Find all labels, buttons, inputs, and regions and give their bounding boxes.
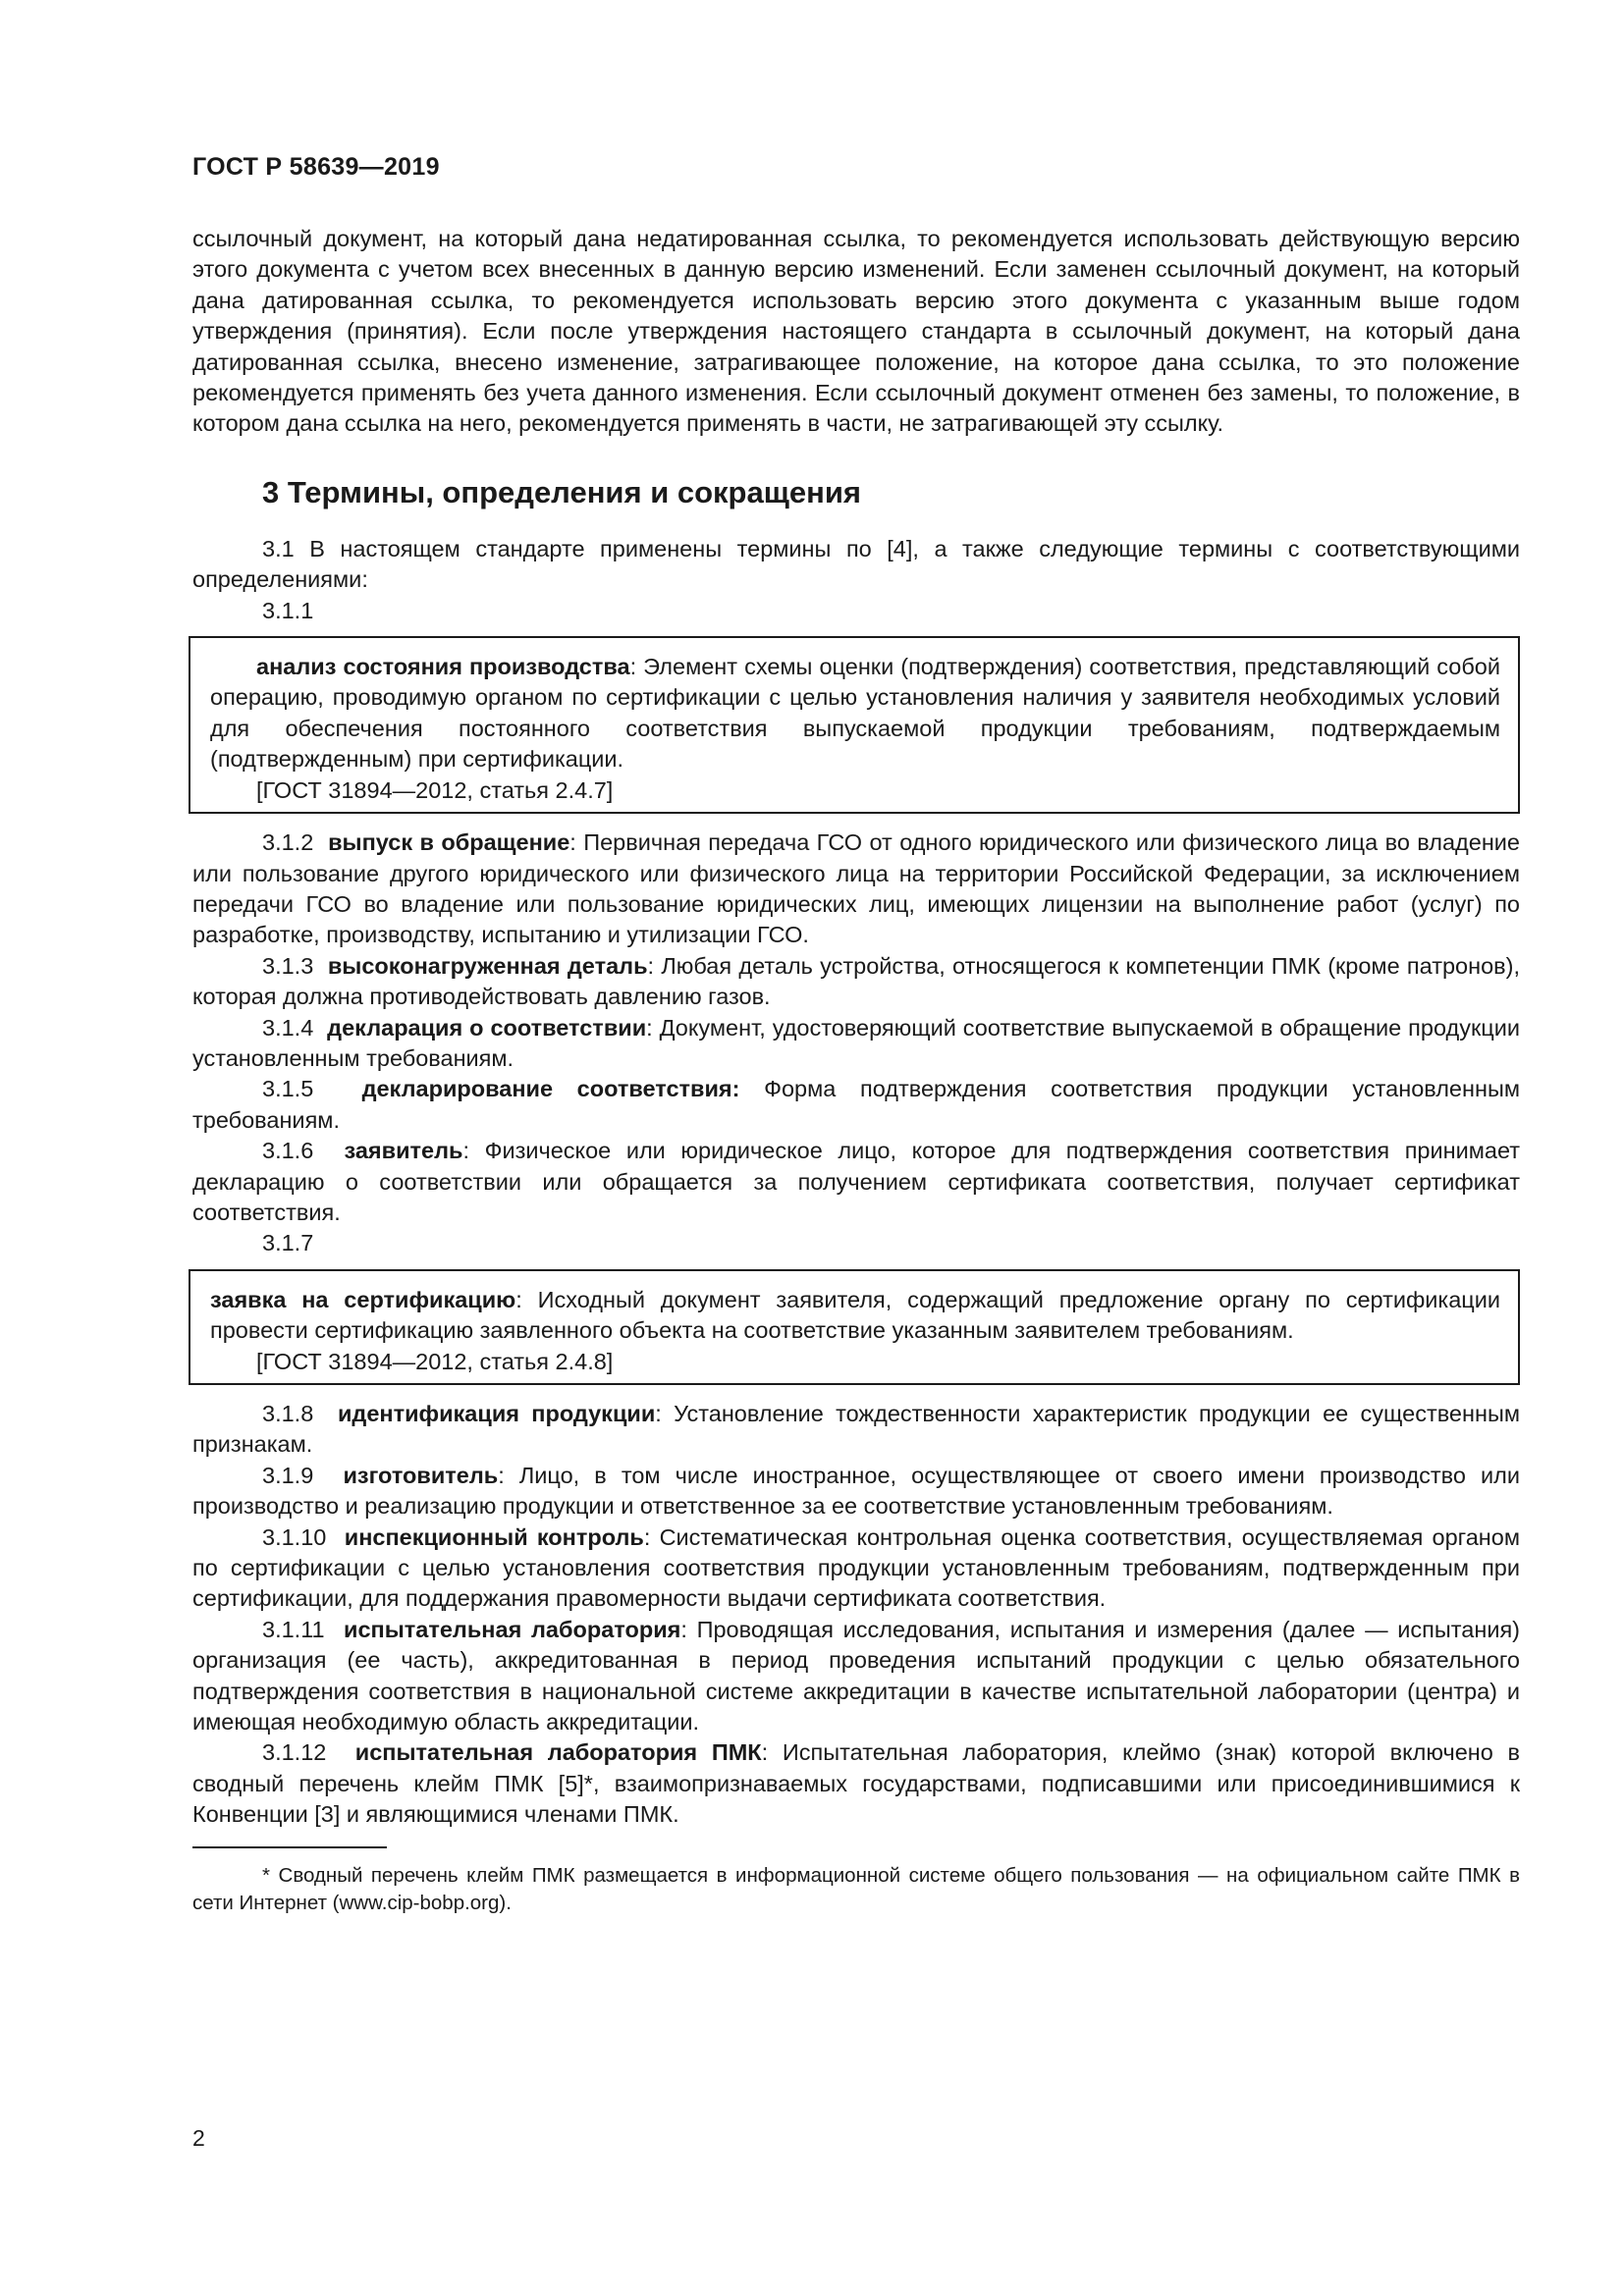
- term-entry-3-1-8: 3.1.8 идентификация продукции: Установление тождественности характеристик продукции ее существенным признакам.: [192, 1401, 1521, 1458]
- term-name: анализ состояния производства: [256, 654, 630, 680]
- term-name: высоконагруженная деталь: [327, 952, 648, 979]
- document-body: [192, 224, 1520, 1917]
- page-number: 2: [192, 2125, 205, 2151]
- term-entry-3-1-3: 3.1.3 высоконагруженная деталь: Любая деталь устройства, относящегося к компетенции ПМК (кроме патронов), которая должна противодействовать давлению газов.: [192, 952, 1521, 1010]
- term-name: декларация о соответствии: [327, 1014, 647, 1041]
- term-definition: заявка на сертификацию: Исходный документ заявителя, содержащий предложение органу по сертификации провести сертификацию заявленного объекта на соответствие указанным заявителем требованиям.: [210, 1286, 1500, 1344]
- term-reference: [ГОСТ 31894—2012, статья 2.4.7]: [256, 776, 614, 803]
- intro-paragraph: ссылочный документ, на который дана недатированная ссылка, то рекомендуется использовать действующую версию этого документа с учетом всех внесенных в данную версию изменений. Если заменен ссылочный документ, на который дана датированная ссылка, то рекомендуется использовать версию этого документа с указанным выше годом утверждения (принятия). Если после утверждения настоящего стандарта в ссылочный документ, на который дана датированная ссылка, внесено изменение, затрагивающее положение, на которое дана ссылка, то это положение рекомендуется применять без учета данного изменения. Если ссылочный документ отменен без замены, то положение, в котором дана ссылка на него, рекомендуется применять в части, не затрагивающей эту ссылку.: [192, 226, 1520, 437]
- term-name: идентификация продукции: [337, 1401, 656, 1426]
- section-lead: 3.1 В настоящем стандарте применены термины по [4], а также следующие термины с соответствующими определениями:: [192, 535, 1520, 593]
- term-name: декларирование соответствия:: [361, 1076, 740, 1102]
- term-name: выпуск в обращение: [328, 829, 570, 856]
- section-title: 3 Термины, определения и сокращения: [262, 474, 861, 509]
- document-id-header: ГОСТ Р 58639—2019: [192, 153, 440, 181]
- term-name: заявка на сертификацию: [210, 1286, 516, 1312]
- term-number: 3.1.7: [262, 1230, 314, 1256]
- term-reference: [ГОСТ 31894—2012, статья 2.4.8]: [256, 1348, 614, 1374]
- footnote-divider: [192, 1846, 387, 1848]
- term-name: изготовитель: [343, 1462, 499, 1488]
- term-entry-3-1-12: 3.1.12 испытательная лаборатория ПМК: Испытательная лаборатория, клеймо (знак) которой включено в сводный перечень клейм ПМК [5]*, взаимопризнаваемых государствами, подписавшими или присоединившимися к Конвенции [3] и являющимися членами ПМК.: [192, 1739, 1521, 1828]
- term-entry-3-1-10: 3.1.10 инспекционный контроль: Систематическая контрольная оценка соответствия, осуществляемая органом по сертификации с целью установления соответствия продукции установленным требованиям, подтвержденным при сертификации, для поддержания правомерности выдачи сертификата соответствия.: [192, 1523, 1520, 1612]
- term-entry-3-1-11: 3.1.11 испытательная лаборатория: Проводящая исследования, испытания и измерения (далее — испытания) организация (ее часть), аккредитованная в период проведения испытаний продукции с целью обязательного подтверждения соответствия в национальной системе аккредитации в качестве испытательной лаборатории (центра) и имеющая необходимую область аккредитации.: [192, 1616, 1520, 1735]
- term-entry-3-1-4: 3.1.4 декларация о соответствии: Документ, удостоверяющий соответствие выпускаемой в обращение продукции установленным требованиям.: [192, 1014, 1520, 1071]
- term-number: 3.1.1: [262, 597, 314, 623]
- term-entry-3-1-6: 3.1.6 заявитель: Физическое или юридическое лицо, которое для подтверждения соответствия принимает декларацию о соответствии или обращается за получением сертификата соответствия, получает сертификат соответствия.: [192, 1138, 1520, 1225]
- term-entry-3-1-2: 3.1.2 выпуск в обращение: Первичная передача ГСО от одного юридического или физического лица во владение или пользование другого юридического или физического лица на территории Российской Федерации, за исключением передачи ГСО во владение или пользование юридических лиц, имеющих лицензии на выполнение работ (услуг) по разработке, производству, испытанию и утилизации ГСО.: [192, 829, 1520, 948]
- term-box-3-1-1: [189, 636, 1520, 814]
- term-name: заявитель: [344, 1138, 463, 1164]
- term-entry-3-1-9: 3.1.9 изготовитель: Лицо, в том числе иностранное, осуществляющее от своего имени производство или производство и реализацию продукции и ответственное за ее соответствие установленным требованиям.: [192, 1462, 1521, 1520]
- term-box-3-1-7: [189, 1269, 1520, 1385]
- term-entry-3-1-5: 3.1.5 декларирование соответствия: Форма подтверждения соответствия продукции установленным требованиям.: [192, 1076, 1520, 1133]
- footnote: * Сводный перечень клейм ПМК размещается в информационной системе общего пользования — на официальном сайте ПМК в сети Интернет (www.cip-bobp.org).: [192, 1863, 1520, 1914]
- term-name: инспекционный контроль: [344, 1523, 644, 1550]
- term-name: испытательная лаборатория: [344, 1616, 681, 1642]
- term-name: испытательная лаборатория ПМК: [354, 1739, 762, 1766]
- term-definition: анализ состояния производства: Элемент схемы оценки (подтверждения) соответствия, представляющий собой операцию, проводимую органом по сертификации с целью установления наличия у заявителя необходимых условий для обеспечения постоянного соответствия выпускаемой продукции требованиям, подтверждаемым (подтвержденным) при сертификации.: [210, 654, 1500, 773]
